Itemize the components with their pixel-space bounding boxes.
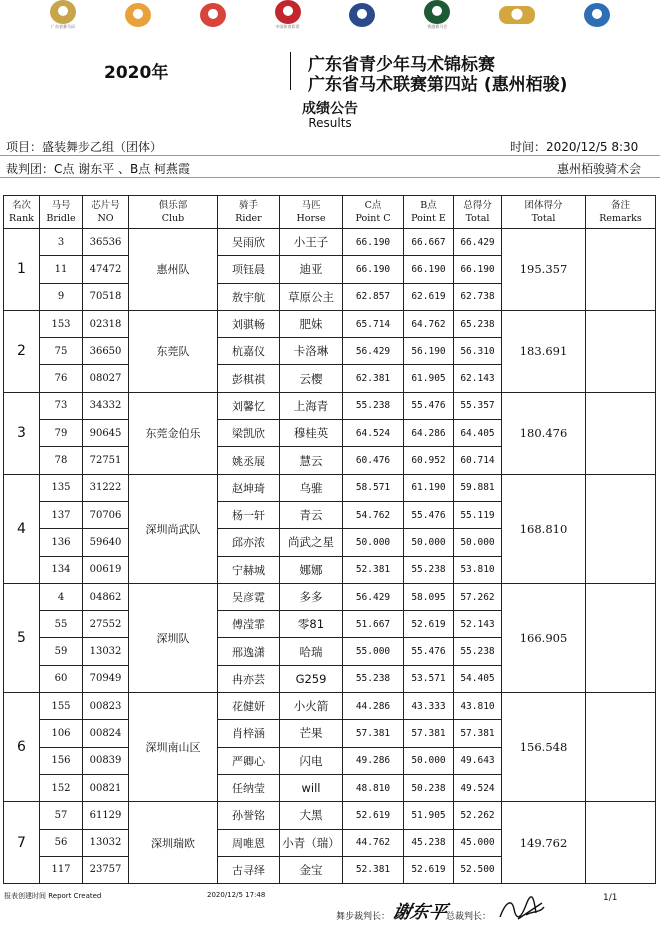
rider-cell: 古寻绎: [218, 856, 280, 883]
remarks-cell: [586, 583, 656, 692]
total-cell: 66.190: [454, 256, 502, 283]
total-cell: 50.000: [454, 529, 502, 556]
club-cell: 深圳瑞欧: [129, 802, 218, 884]
column-header: [280, 196, 343, 229]
bridle-cell: 57: [40, 802, 83, 829]
rider-cell: 严卿心: [218, 747, 280, 774]
column-header-cn: 芯片号: [91, 200, 120, 211]
column-header-cn: 俱乐部: [158, 200, 188, 211]
horse-cell: 小王子: [280, 229, 343, 256]
total-cell: 57.262: [454, 583, 502, 610]
point-b-cell: 52.619: [404, 611, 454, 638]
point-b-cell: 66.667: [404, 229, 454, 256]
team-total-cell: 166.905: [502, 583, 586, 692]
club-cell: 东莞队: [129, 310, 218, 392]
total-judge-signature: [496, 895, 548, 925]
remarks-cell: [586, 802, 656, 884]
column-header-en: NO: [97, 213, 114, 224]
china-sports-logo-icon: [275, 0, 301, 24]
point-c-cell: 55.238: [343, 665, 404, 692]
horse-cell: 肥妹: [280, 310, 343, 337]
bridle-cell: 3: [40, 229, 83, 256]
horse-head-logo-icon: [584, 3, 610, 27]
column-header: [586, 196, 656, 229]
table-row: [4, 392, 656, 419]
point-c-cell: 49.286: [343, 747, 404, 774]
point-b-cell: 58.095: [404, 583, 454, 610]
bridle-cell: 4: [40, 583, 83, 610]
chip-cell: 36650: [83, 338, 129, 365]
report-created-value: 2020/12/5 17:48: [207, 891, 266, 899]
point-b-cell: 50.238: [404, 774, 454, 801]
rider-cell: 彭棋祺: [218, 365, 280, 392]
point-c-cell: 65.714: [343, 310, 404, 337]
team-total-cell: 156.548: [502, 693, 586, 802]
rider-cell: 吴雨欣: [218, 229, 280, 256]
bridle-cell: 134: [40, 556, 83, 583]
rank-cell: 1: [4, 229, 40, 311]
bridle-cell: 106: [40, 720, 83, 747]
judges-panel: 裁判团：C点 谢东平 、B点 柯燕霞: [6, 162, 191, 176]
column-header-en: Point C: [355, 213, 391, 224]
bridle-cell: 11: [40, 256, 83, 283]
total-cell: 53.810: [454, 556, 502, 583]
point-b-cell: 56.190: [404, 338, 454, 365]
china-sports-logo: [275, 0, 301, 30]
rider-cell: 赵坤琦: [218, 474, 280, 501]
column-header-en: Club: [161, 213, 185, 224]
point-b-cell: 55.476: [404, 501, 454, 528]
column-header-cn: 骑手: [238, 200, 258, 211]
bridle-cell: 152: [40, 774, 83, 801]
bridle-cell: 79: [40, 420, 83, 447]
column-header: [404, 196, 454, 229]
bridle-cell: 155: [40, 693, 83, 720]
horse-cell: 上海青: [280, 392, 343, 419]
total-cell: 62.143: [454, 365, 502, 392]
point-b-cell: 61.190: [404, 474, 454, 501]
point-c-cell: 52.619: [343, 802, 404, 829]
bridle-cell: 78: [40, 447, 83, 474]
point-c-cell: 50.000: [343, 529, 404, 556]
total-cell: 49.524: [454, 774, 502, 801]
rider-cell: 梁凯欣: [218, 420, 280, 447]
point-c-cell: 66.190: [343, 229, 404, 256]
club-cell: 深圳尚武队: [129, 474, 218, 583]
point-b-cell: 50.000: [404, 529, 454, 556]
divider-line: [0, 155, 660, 156]
column-header: [129, 196, 218, 229]
total-cell: 66.429: [454, 229, 502, 256]
point-b-cell: 60.952: [404, 447, 454, 474]
horse-cell: 乌骓: [280, 474, 343, 501]
title-line1: 广东省青少年马术锦标赛: [308, 55, 495, 75]
team-total-cell: 195.357: [502, 229, 586, 311]
bridle-cell: 76: [40, 365, 83, 392]
emblem-logo-icon: [349, 3, 375, 27]
results-table: [3, 195, 656, 884]
title-line2: 广东省马术联赛第四站 (惠州栢骏): [308, 75, 568, 95]
rider-cell: 任纳莹: [218, 774, 280, 801]
jockey-club-logo-icon: [424, 0, 450, 24]
results-subheading: Results: [308, 116, 352, 130]
total-cell: 60.714: [454, 447, 502, 474]
report-created-label: 报表创建时间 Report Created: [4, 892, 102, 900]
point-b-cell: 55.476: [404, 638, 454, 665]
logo-caption: 广东省赛马局: [51, 24, 75, 29]
rider-cell: 肖梓涵: [218, 720, 280, 747]
remarks-cell: [586, 693, 656, 802]
column-header: [454, 196, 502, 229]
point-b-cell: 66.190: [404, 256, 454, 283]
chip-cell: 59640: [83, 529, 129, 556]
point-c-cell: 55.238: [343, 392, 404, 419]
horse-cell: 小青（瑞）: [280, 829, 343, 856]
horse-club-logo: [499, 6, 535, 24]
point-b-cell: 51.905: [404, 802, 454, 829]
total-cell: 52.262: [454, 802, 502, 829]
total-cell: 52.500: [454, 856, 502, 883]
horse-cell: 哈瑞: [280, 638, 343, 665]
total-cell: 57.381: [454, 720, 502, 747]
column-header: [4, 196, 40, 229]
rider-cell: 刘骐畅: [218, 310, 280, 337]
remarks-cell: [586, 229, 656, 311]
total-cell: 55.357: [454, 392, 502, 419]
total-cell: 65.238: [454, 310, 502, 337]
bridle-cell: 137: [40, 501, 83, 528]
total-cell: 43.810: [454, 693, 502, 720]
column-header-en: Rank: [9, 213, 34, 224]
bridle-cell: 75: [40, 338, 83, 365]
column-header-en: Rider: [235, 213, 262, 224]
event-time: 时间：2020/12/5 8:30: [510, 140, 639, 154]
chip-cell: 08027: [83, 365, 129, 392]
chip-cell: 02318: [83, 310, 129, 337]
total-cell: 49.643: [454, 747, 502, 774]
remarks-cell: [586, 474, 656, 583]
column-header-cn: 马号: [51, 200, 71, 211]
table-header-row: [4, 196, 656, 229]
point-b-cell: 57.381: [404, 720, 454, 747]
bridle-cell: 56: [40, 829, 83, 856]
point-b-cell: 43.333: [404, 693, 454, 720]
divider-line: [0, 177, 660, 178]
logo-caption: 香港赛马会: [427, 24, 448, 29]
emblem-logo: [349, 3, 375, 27]
horse-cell: 草原公主: [280, 283, 343, 310]
rider-cell: 宁赫城: [218, 556, 280, 583]
point-c-cell: 62.857: [343, 283, 404, 310]
total-cell: 55.119: [454, 501, 502, 528]
column-header: [40, 196, 83, 229]
chief-judge-signature: 谢东平: [390, 902, 449, 923]
chip-cell: 00824: [83, 720, 129, 747]
chip-cell: 13032: [83, 829, 129, 856]
chip-cell: 31222: [83, 474, 129, 501]
games-logo-icon: [125, 3, 151, 27]
logo-caption: 中国体育彩票: [275, 24, 300, 29]
column-header-cn: 总得分: [463, 200, 492, 211]
column-header: [83, 196, 129, 229]
column-header-cn: 马匹: [301, 200, 321, 211]
point-c-cell: 52.381: [343, 556, 404, 583]
point-c-cell: 64.524: [343, 420, 404, 447]
chip-cell: 00619: [83, 556, 129, 583]
horse-cell: 尚武之星: [280, 529, 343, 556]
horse-cell: 卡洛琳: [280, 338, 343, 365]
club-cell: 深圳队: [129, 583, 218, 692]
bridle-cell: 60: [40, 665, 83, 692]
total-cell: 54.405: [454, 665, 502, 692]
club-cell: 东莞金伯乐: [129, 392, 218, 474]
horse-cell: will: [280, 774, 343, 801]
bridle-cell: 135: [40, 474, 83, 501]
chip-cell: 00823: [83, 693, 129, 720]
team-total-cell: 183.691: [502, 310, 586, 392]
point-c-cell: 52.381: [343, 856, 404, 883]
chip-cell: 04862: [83, 583, 129, 610]
point-b-cell: 52.619: [404, 856, 454, 883]
bridle-cell: 136: [40, 529, 83, 556]
chip-cell: 47472: [83, 256, 129, 283]
chip-cell: 72751: [83, 447, 129, 474]
point-c-cell: 62.381: [343, 365, 404, 392]
column-header-en: Total: [531, 213, 556, 224]
point-c-cell: 60.476: [343, 447, 404, 474]
horse-cell: 青云: [280, 501, 343, 528]
total-cell: 52.143: [454, 611, 502, 638]
bridle-cell: 156: [40, 747, 83, 774]
team-total-cell: 149.762: [502, 802, 586, 884]
column-header-en: Horse: [296, 213, 326, 224]
games-logo: [125, 3, 151, 27]
table-row: [4, 583, 656, 610]
point-c-cell: 55.000: [343, 638, 404, 665]
rider-cell: 冉亦芸: [218, 665, 280, 692]
point-c-cell: 54.762: [343, 501, 404, 528]
chip-cell: 90645: [83, 420, 129, 447]
venue-name: 惠州栢骏骑术会: [557, 162, 642, 176]
rank-cell: 2: [4, 310, 40, 392]
rank-cell: 5: [4, 583, 40, 692]
chip-cell: 61129: [83, 802, 129, 829]
club-cell: 惠州队: [129, 229, 218, 311]
bridle-cell: 153: [40, 310, 83, 337]
gd-equestrian-logo-icon: [50, 0, 76, 24]
title-divider: [290, 52, 291, 90]
column-header-cn: B点: [420, 200, 437, 211]
column-header-cn: 名次: [11, 200, 31, 211]
rider-logo: [200, 3, 226, 27]
point-b-cell: 45.238: [404, 829, 454, 856]
horse-cell: G259: [280, 665, 343, 692]
rank-cell: 3: [4, 392, 40, 474]
total-cell: 55.238: [454, 638, 502, 665]
point-c-cell: 44.286: [343, 693, 404, 720]
rider-cell: 傅滢霏: [218, 611, 280, 638]
chip-cell: 13032: [83, 638, 129, 665]
table-row: [4, 310, 656, 337]
horse-cell: 芒果: [280, 720, 343, 747]
horse-cell: 零81: [280, 611, 343, 638]
team-total-cell: 168.810: [502, 474, 586, 583]
event-name: 项目：盛装舞步乙组（团体）: [6, 140, 163, 154]
results-heading: 成绩公告: [302, 101, 358, 117]
horse-cell: 穆桂英: [280, 420, 343, 447]
rank-cell: 7: [4, 802, 40, 884]
horse-club-logo-icon: [499, 6, 535, 24]
rider-cell: 姚丞展: [218, 447, 280, 474]
total-cell: 45.000: [454, 829, 502, 856]
total-cell: 59.881: [454, 474, 502, 501]
column-header: [502, 196, 586, 229]
point-b-cell: 53.571: [404, 665, 454, 692]
rider-cell: 周唯恩: [218, 829, 280, 856]
rider-cell: 杭嘉仪: [218, 338, 280, 365]
rank-cell: 6: [4, 693, 40, 802]
remarks-cell: [586, 310, 656, 392]
remarks-cell: [586, 392, 656, 474]
point-b-cell: 55.476: [404, 392, 454, 419]
rider-cell: 刘馨忆: [218, 392, 280, 419]
horse-cell: 迪亚: [280, 256, 343, 283]
point-c-cell: 48.810: [343, 774, 404, 801]
chip-cell: 23757: [83, 856, 129, 883]
page-number: 1/1: [603, 893, 618, 903]
point-b-cell: 55.238: [404, 556, 454, 583]
chip-cell: 70518: [83, 283, 129, 310]
chip-cell: 34332: [83, 392, 129, 419]
rank-cell: 4: [4, 474, 40, 583]
point-b-cell: 64.762: [404, 310, 454, 337]
rider-cell: 吴彦霓: [218, 583, 280, 610]
jockey-club-logo: [424, 0, 450, 30]
point-b-cell: 61.905: [404, 365, 454, 392]
table-row: [4, 693, 656, 720]
total-cell: 56.310: [454, 338, 502, 365]
column-header-en: Remarks: [599, 213, 642, 224]
point-c-cell: 56.429: [343, 338, 404, 365]
rider-cell: 项钰晨: [218, 256, 280, 283]
sponsor-logos: [50, 0, 610, 30]
chief-judge-label: 舞步裁判长：: [336, 912, 391, 922]
chip-cell: 36536: [83, 229, 129, 256]
chip-cell: 00821: [83, 774, 129, 801]
rider-cell: 邢逸潇: [218, 638, 280, 665]
title-block: [100, 48, 568, 95]
bridle-cell: 59: [40, 638, 83, 665]
point-c-cell: 58.571: [343, 474, 404, 501]
column-header-en: Point E: [411, 213, 446, 224]
rider-cell: 敖宇航: [218, 283, 280, 310]
column-header-en: Total: [465, 213, 490, 224]
bridle-cell: 73: [40, 392, 83, 419]
total-judge-label: 总裁判长：: [446, 912, 492, 922]
gd-equestrian-logo: [50, 0, 76, 30]
horse-cell: 金宝: [280, 856, 343, 883]
total-cell: 62.738: [454, 283, 502, 310]
bridle-cell: 117: [40, 856, 83, 883]
rider-cell: 孙誉铭: [218, 802, 280, 829]
team-total-cell: 180.476: [502, 392, 586, 474]
point-c-cell: 51.667: [343, 611, 404, 638]
total-cell: 64.405: [454, 420, 502, 447]
column-header: [343, 196, 404, 229]
horse-cell: 大黑: [280, 802, 343, 829]
rider-cell: 邱亦浓: [218, 529, 280, 556]
horse-cell: 多多: [280, 583, 343, 610]
rider-cell: 杨一轩: [218, 501, 280, 528]
column-header: [218, 196, 280, 229]
point-b-cell: 50.000: [404, 747, 454, 774]
chip-cell: 70949: [83, 665, 129, 692]
chip-cell: 70706: [83, 501, 129, 528]
horse-cell: 慧云: [280, 447, 343, 474]
rider-logo-icon: [200, 3, 226, 27]
horse-cell: 闪电: [280, 747, 343, 774]
point-b-cell: 62.619: [404, 283, 454, 310]
horse-cell: 娜娜: [280, 556, 343, 583]
column-header-en: Bridle: [46, 213, 76, 224]
club-cell: 深圳南山区: [129, 693, 218, 802]
chip-cell: 27552: [83, 611, 129, 638]
horse-cell: 云樱: [280, 365, 343, 392]
point-c-cell: 57.381: [343, 720, 404, 747]
rider-cell: 花健妍: [218, 693, 280, 720]
column-header-cn: 团体得分: [524, 200, 563, 211]
column-header-cn: C点: [364, 200, 382, 211]
table-row: [4, 229, 656, 256]
bridle-cell: 9: [40, 283, 83, 310]
horse-cell: 小火箭: [280, 693, 343, 720]
bridle-cell: 55: [40, 611, 83, 638]
table-row: [4, 474, 656, 501]
chip-cell: 00839: [83, 747, 129, 774]
horse-head-logo: [584, 3, 610, 27]
point-b-cell: 64.286: [404, 420, 454, 447]
point-c-cell: 56.429: [343, 583, 404, 610]
table-row: [4, 802, 656, 829]
point-c-cell: 44.762: [343, 829, 404, 856]
column-header-cn: 备注: [610, 200, 630, 211]
point-c-cell: 66.190: [343, 256, 404, 283]
title-year: 2020年: [104, 63, 169, 83]
